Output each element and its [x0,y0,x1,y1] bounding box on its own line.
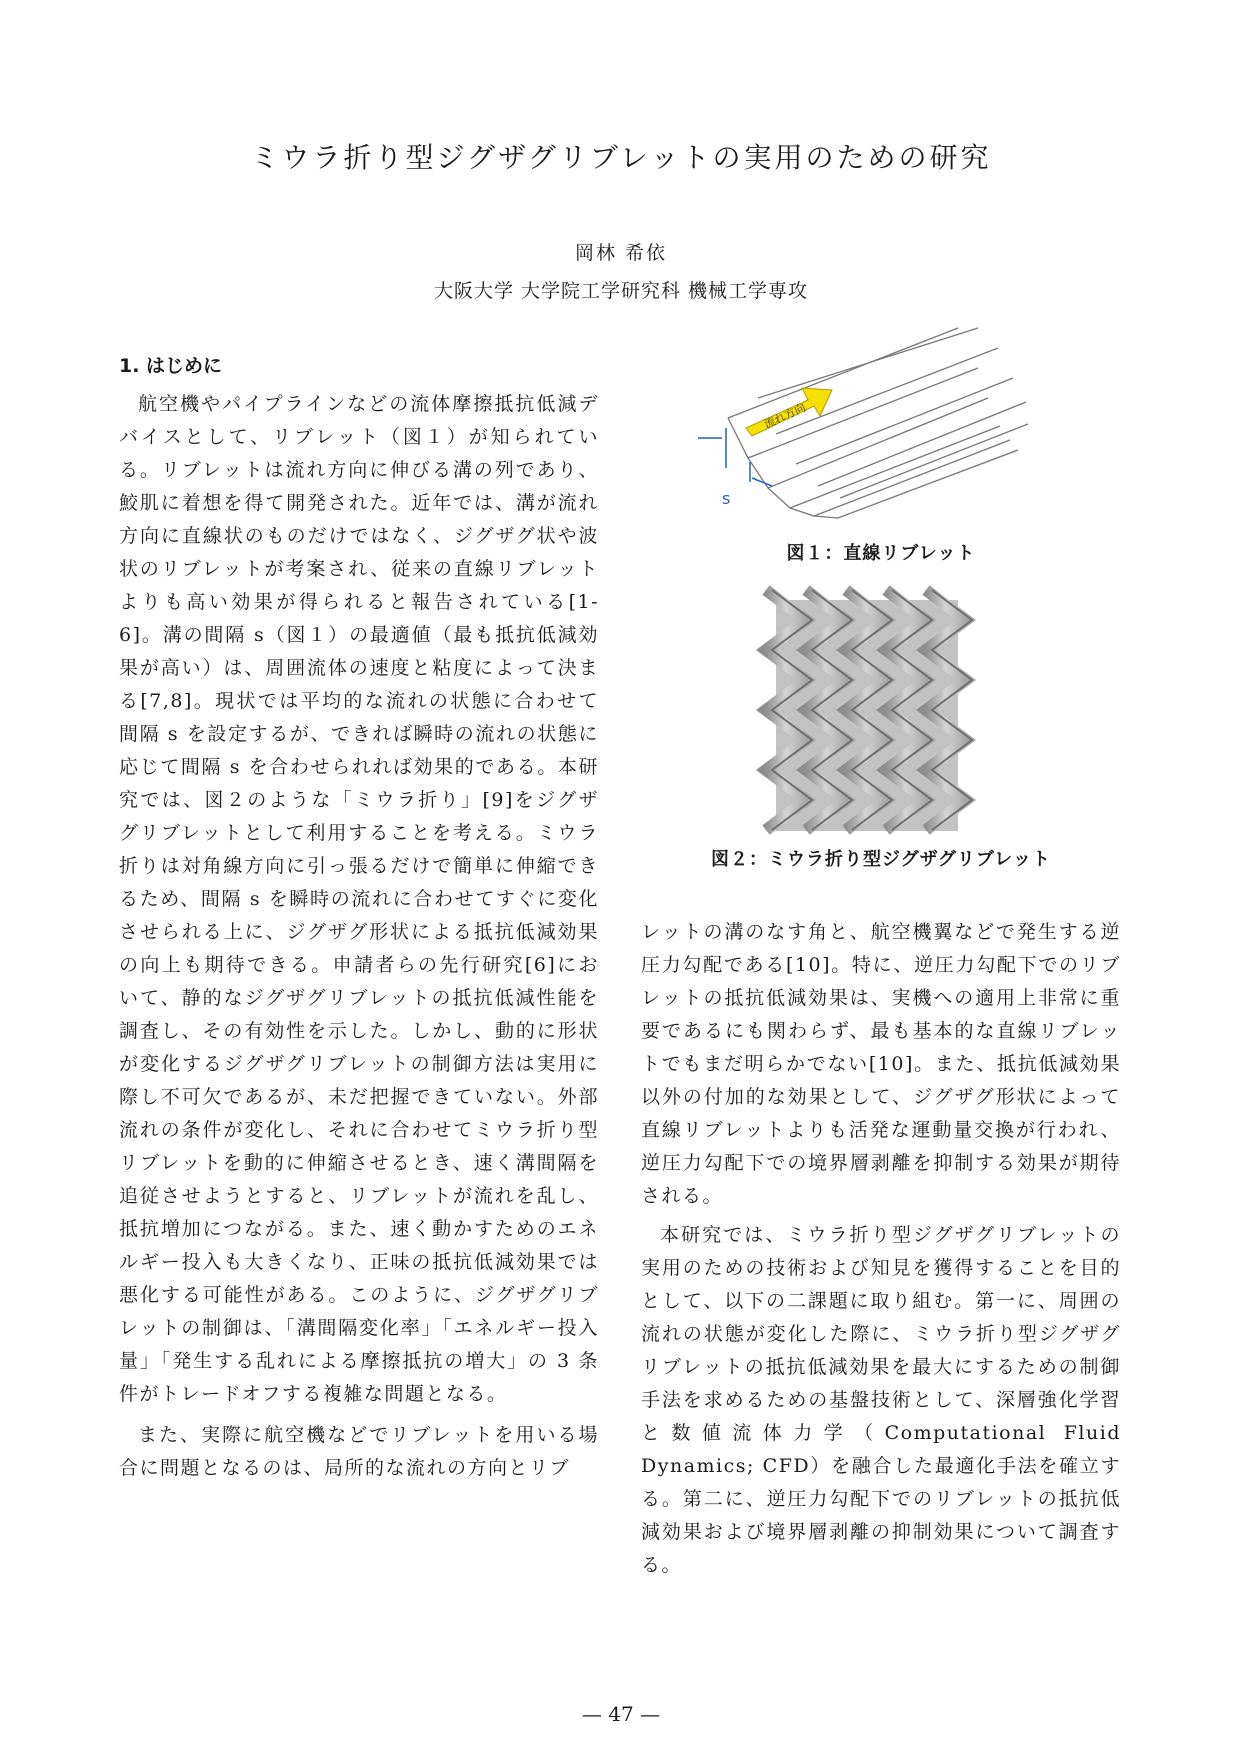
body-paragraph: 本研究では、ミウラ折り型ジグザグリブレットの実用のための技術および知見を獲得することを目的として、以下の二課題に取り組む。第一に、周囲の流れの状態が変化した際に、ミウラ折り型ジグザグリブレットの抵抗低減効果を最大にするための制御手法を求めるための基盤技術として、深層強化学習と数値流体力学（Computational Fluid Dynamics; CFD）を融合した最適化手法を確立する。第二に、逆圧力勾配下でのリブレットの抵抗低減効果および境界層剥離の抑制効果について調査する。 [641,1224,1121,1576]
left-column [119,388,599,1485]
flow-arrow-label: 流れ方向 [762,400,808,432]
section-heading: 1. はじめに [119,355,223,377]
figure-2-caption: 図２：ミウラ折り型ジグザグリブレット [710,849,1052,870]
author-name: 岡林 希依 [574,242,668,264]
page-number: — 47 — [581,1702,661,1726]
paper-title: ミウラ折り型ジグザグリブレットの実用のための研究 [250,141,992,174]
author-affiliation: 大阪大学 大学院工学研究科 機械工学専攻 [433,280,809,302]
figure-1-straight-riblet [722,358,1028,518]
right-column [641,916,1121,1582]
body-paragraph: また、実際に航空機などでリブレットを用いる場合に問題となるのは、局所的な流れの方向とリブ [119,1424,599,1479]
body-paragraph: 航空機やパイプラインなどの流体摩擦抵抗低減デバイスとして、リブレット（図１）が知られている。リブレットは流れ方向に伸びる溝の列であり、鮫肌に着想を得て開発された。近年では、溝が流れ方向に直線状のものだけではなく、ジグザグ状や波状のリブレットが考案され、従来の直線リブレットよりも高い効果が得られると報告されている[1-6]。溝の間隔 s（図１）の最適値（最も抵抗低減効果が高い）は、周囲流体の速度と粘度によって決まる[7,8]。現状では平均的な流れの状態に合わせて間隔 s を設定するが、できれば瞬時の流れの状態に応じて間隔 s を合わせられれば効果的である。本研究では、図２のような「ミウラ折り」[9]をジグザグリブレットとして利用することを考える。ミウラ折りは対角線方向に引っ張るだけで簡単に伸縮できるため、間隔 s を瞬時の流れに合わせてすぐに変化させられる上に、ジグザグ形状による抵抗低減効果の向上も期待できる。申請者らの先行研究[6]において、静的なジグザグリブレットの抵抗低減性能を調査し、その有効性を示した。しかし、動的に形状が変化するジグザグリブレットの制御方法は実用に際し不可欠であるが、未だ把握できていない。外部流れの条件が変化し、それに合わせてミウラ折り型リブレットを動的に伸縮させるとき、速く溝間隔を追従させようとすると、リブレットが流れを乱し、抵抗増加につながる。また、速く動かすためのエネルギー投入も大きくなり、正味の抵抗低減効果では悪化する可能性がある。このように、ジグザグリブレットの制御は、「溝間隔変化率」「エネルギー投入量」「発生する乱れによる摩擦抵抗の増大」の 3 条件がトレードオフする複雑な問題となる。 [119,393,599,1405]
figure-2-miura-riblet [776,600,958,831]
spacing-label: s [722,489,731,508]
figure-1-caption: 図１：直線リブレット [786,543,976,564]
body-paragraph: レットの溝のなす角と、航空機翼などで発生する逆圧力勾配である[10]。特に、逆圧力勾配下でのリブレットの抵抗低減効果は、実機への適用上非常に重要であるにも関わらず、最も基本的な直線リブレットでもまだ明らかでない[10]。また、抵抗低減効果以外の付加的な効果として、ジグザグ形状によって直線リブレットよりも活発な運動量交換が行われ、逆圧力勾配下での境界層剥離を抑制する効果が期待される。 [641,921,1121,1207]
